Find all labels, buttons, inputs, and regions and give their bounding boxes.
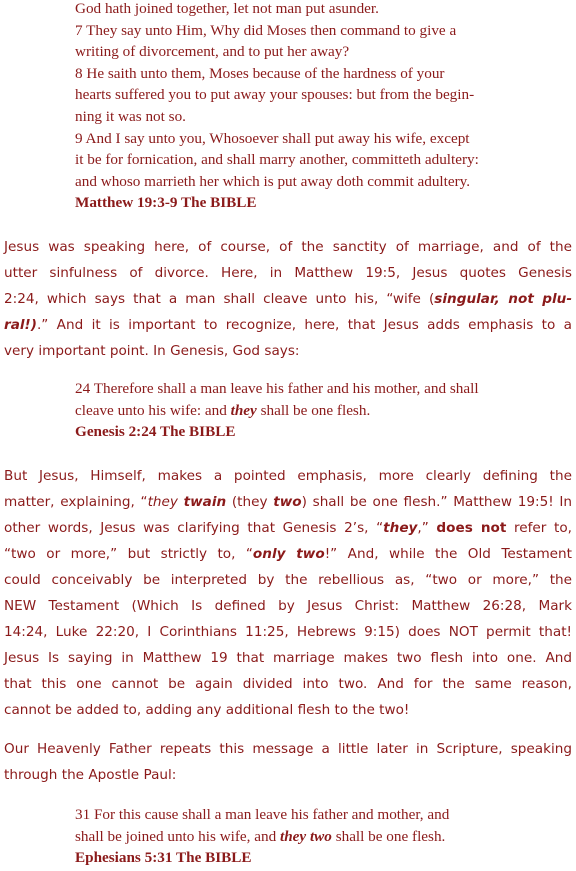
paragraph-line: NEW Testament (Which Is defined by Jesus Christ: Matthew 26:28, Mark	[4, 598, 572, 614]
quote-line: ning it was not so.	[75, 107, 186, 125]
paragraph-emphasis	[4, 463, 572, 723]
emphasis-text: ral!)	[4, 317, 37, 333]
paragraph-line: cannot be added to, adding any additional flesh to the two!	[4, 702, 410, 718]
quote-line: 7 They say unto Him, Why did Moses then command to give a	[75, 21, 457, 39]
scripture-quote-genesis	[75, 378, 545, 443]
text-run: refer to,	[506, 520, 572, 536]
paragraph-line	[4, 489, 572, 515]
scripture-quote-matthew	[75, 0, 545, 214]
text-run: ) shall be one flesh.” Matthew 19:5! In	[301, 494, 572, 510]
emphasis-text: twain	[183, 494, 227, 510]
quote-line: 31 For this cause shall a man leave his father and mother, and	[75, 806, 450, 823]
text-run: (they	[226, 494, 274, 510]
text-run: shall be one flesh.	[331, 827, 446, 845]
emphasis-text: singular, not plu-	[434, 291, 573, 307]
emphasis-text: they two	[280, 827, 332, 845]
paragraph-line: through the Apostle Paul:	[4, 767, 177, 783]
quote-line: it be for fornication, and shall marry another, committeth adultery:	[75, 151, 479, 169]
paragraph-line: Jesus was speaking here, of course, of the sanctity of marriage, and of the	[4, 239, 572, 255]
text-run: .” And it is important to recognize, here, that Jesus adds emphasis to a	[36, 317, 572, 333]
quote-line: 24 Therefore shall a man leave his father and his mother, and shall	[75, 380, 479, 397]
paragraph-line: that this one cannot be again divided into two. And for the same reason,	[4, 676, 572, 692]
quote-line: 8 He saith unto them, Moses because of the hardness of your	[75, 64, 445, 82]
quote-line: 9 And I say unto you, Whosoever shall put away his wife, except	[75, 129, 470, 147]
quote-line: God hath joined together, let not man put asunder.	[75, 0, 379, 17]
text-run: cleave unto his wife: and	[75, 401, 231, 419]
paragraph-line	[4, 515, 572, 541]
paragraph-line	[4, 541, 572, 567]
italic-text: they	[147, 494, 178, 510]
paragraph-line: could conceivably be interpreted by the rebellious as, “two or more,” the	[4, 572, 572, 588]
emphasis-text: two	[273, 494, 302, 510]
paragraph-line: Our Heavenly Father repeats this message a little later in Scripture, speaking	[4, 741, 572, 757]
text-run: !” And, while the Old Testament	[324, 546, 572, 562]
quote-line: hearts suffered you to put away your spouses: but from the begin-	[75, 86, 475, 104]
quote-line	[75, 826, 545, 848]
paragraph-paul	[4, 736, 572, 788]
emphasis-text: they	[230, 401, 257, 419]
text-run: 2:24, which says that a man shall cleave unto his, “wife (	[4, 291, 435, 307]
quote-reference: Matthew 19:3-9 The BIBLE	[75, 194, 257, 212]
scripture-quote-ephesians	[75, 804, 545, 869]
text-run: other words, Jesus was clarifying that Genesis 2’s, “	[4, 520, 384, 536]
paragraph-line: very important point. In Genesis, God says:	[4, 343, 300, 359]
paragraph-line	[4, 312, 572, 338]
quote-line: and whoso marrieth her which is put away doth commit adultery.	[75, 172, 471, 190]
paragraph-line	[4, 286, 572, 312]
emphasis-text: only two	[252, 546, 325, 562]
text-run: matter, explaining, “	[4, 494, 148, 510]
text-run: “two or more,” but strictly to, “	[4, 546, 253, 562]
paragraph-line: utter sinfulness of divorce. Here, in Matthew 19:5, Jesus quotes Genesis	[4, 265, 572, 281]
quote-reference: Ephesians 5:31 The BIBLE	[75, 849, 252, 867]
quote-line	[75, 400, 545, 422]
quote-line: writing of divorcement, and to put her away?	[75, 43, 350, 61]
paragraph-line: Jesus Is saying in Matthew 19 that marriage makes two flesh into one. And	[4, 650, 572, 666]
paragraph-line: 14:24, Luke 22:20, I Corinthians 11:25, Hebrews 9:15) does NOT permit that!	[4, 624, 572, 640]
emphasis-text: they	[383, 520, 418, 536]
bold-text: does not	[436, 520, 507, 536]
paragraph-sanctity	[4, 234, 572, 364]
text-run: ,”	[417, 520, 437, 536]
text-run: shall be joined unto his wife, and	[75, 827, 280, 845]
text-run: shall be one flesh.	[256, 401, 371, 419]
quote-reference: Genesis 2:24 The BIBLE	[75, 423, 236, 441]
paragraph-line: But Jesus, Himself, makes a pointed emphasis, more clearly defining the	[4, 468, 572, 484]
